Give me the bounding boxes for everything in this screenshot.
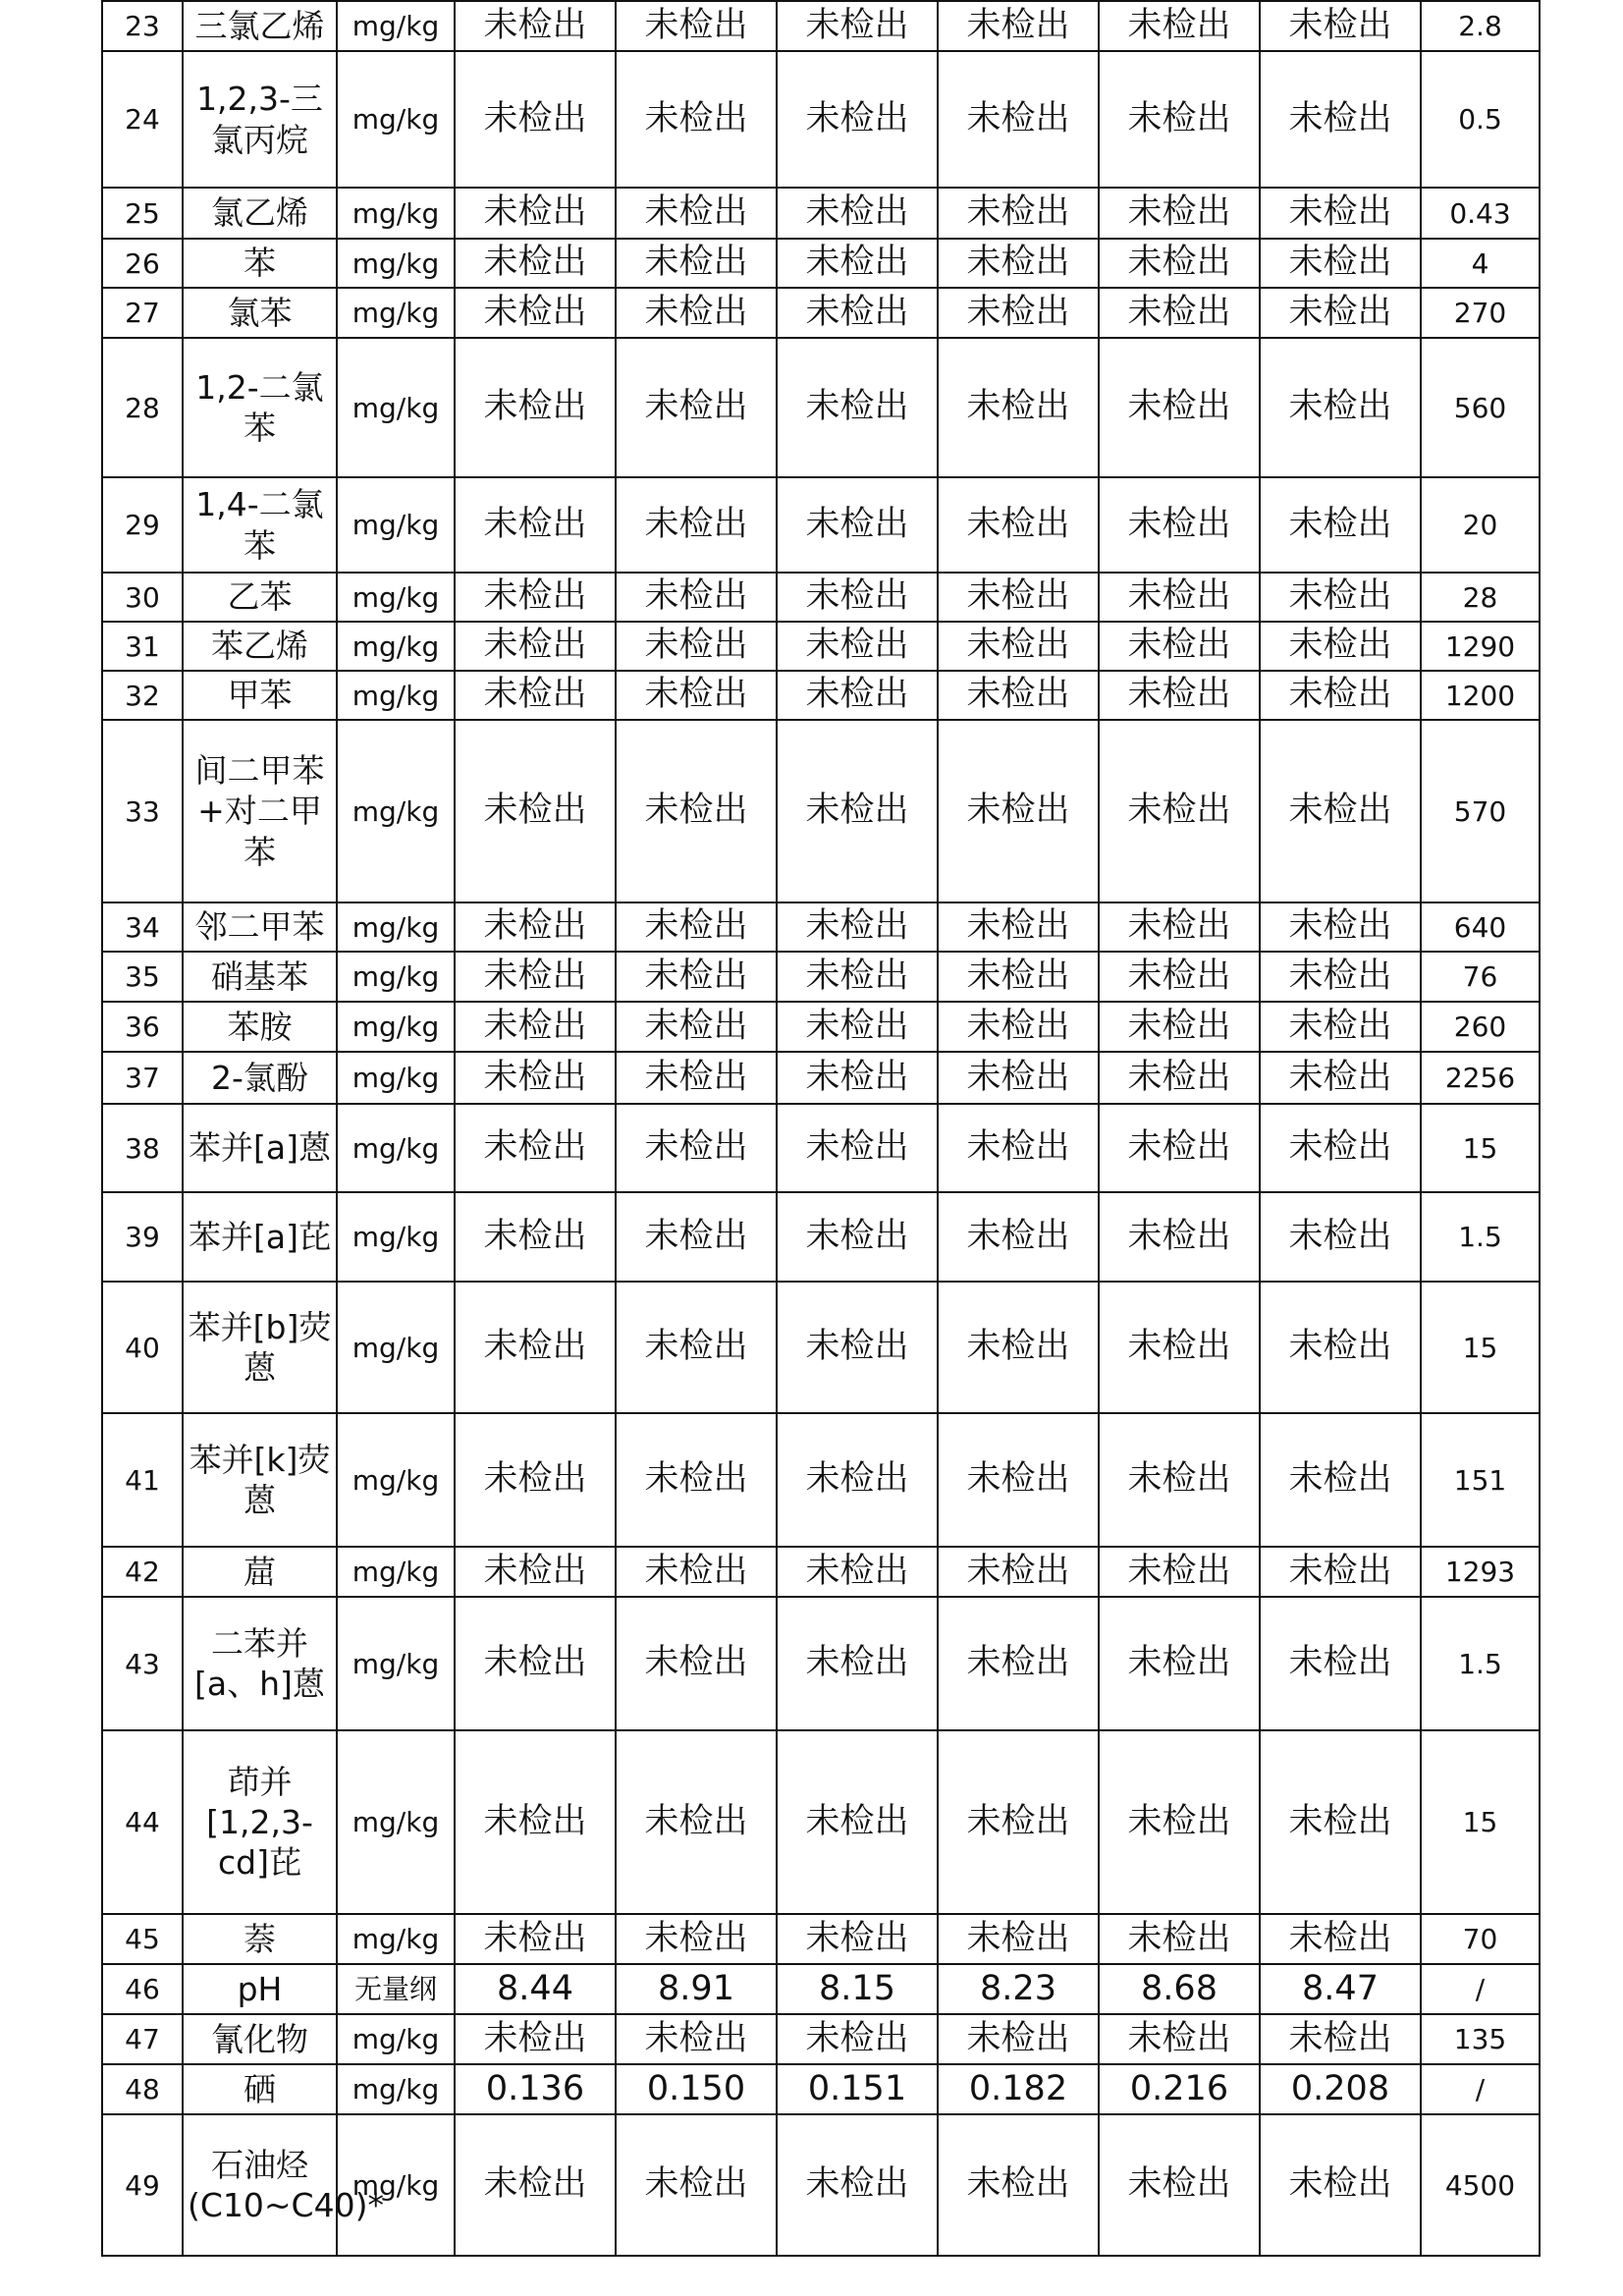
unit: mg/kg <box>337 952 455 1002</box>
unit: mg/kg <box>337 1104 455 1192</box>
sample-value: 未检出 <box>616 1597 777 1730</box>
sample-value: 未检出 <box>1260 1547 1421 1597</box>
screening-limit: 135 <box>1421 2014 1540 2064</box>
unit: mg/kg <box>337 188 455 239</box>
sample-value: 未检出 <box>1099 1413 1260 1547</box>
row-number: 24 <box>102 51 183 188</box>
analyte-name: 氰化物 <box>183 2014 337 2064</box>
sample-value: 未检出 <box>1099 1914 1260 1964</box>
unit: mg/kg <box>337 902 455 952</box>
row-number: 36 <box>102 1002 183 1052</box>
sample-value: 未检出 <box>1260 288 1421 338</box>
screening-limit: 2256 <box>1421 1052 1540 1104</box>
table-row <box>102 720 1540 902</box>
screening-limit: 2.8 <box>1421 1 1540 51</box>
table-row <box>102 1597 1540 1730</box>
sample-value: 未检出 <box>938 2114 1099 2256</box>
analyte-name: 硝基苯 <box>183 952 337 1002</box>
table-row <box>102 1 1540 51</box>
sample-value: 未检出 <box>455 2114 616 2256</box>
sample-value: 8.23 <box>938 1964 1099 2014</box>
sample-value: 未检出 <box>938 1192 1099 1282</box>
sample-value: 未检出 <box>455 573 616 622</box>
sample-value: 未检出 <box>616 1052 777 1104</box>
sample-value: 未检出 <box>1260 671 1421 720</box>
sample-value: 8.47 <box>1260 1964 1421 2014</box>
sample-value: 未检出 <box>777 952 938 1002</box>
screening-limit: / <box>1421 1964 1540 2014</box>
sample-value: 未检出 <box>1260 239 1421 288</box>
analyte-name: 苯乙烯 <box>183 622 337 671</box>
sample-value: 未检出 <box>1099 622 1260 671</box>
sample-value: 未检出 <box>1099 1104 1260 1192</box>
sample-value: 未检出 <box>616 338 777 477</box>
row-number: 28 <box>102 338 183 477</box>
sample-value: 未检出 <box>938 1282 1099 1413</box>
unit: mg/kg <box>337 671 455 720</box>
sample-value: 未检出 <box>616 671 777 720</box>
sample-value: 未检出 <box>455 1413 616 1547</box>
unit: mg/kg <box>337 2064 455 2114</box>
analyte-name: 氯苯 <box>183 288 337 338</box>
row-number: 31 <box>102 622 183 671</box>
analyte-name: 萘 <box>183 1914 337 1964</box>
unit: mg/kg <box>337 622 455 671</box>
row-number: 27 <box>102 288 183 338</box>
sample-value: 未检出 <box>455 1002 616 1052</box>
sample-value: 未检出 <box>455 1914 616 1964</box>
sample-value: 未检出 <box>455 622 616 671</box>
unit: mg/kg <box>337 2014 455 2064</box>
unit: mg/kg <box>337 1914 455 1964</box>
analyte-name: 苯并[a]芘 <box>183 1192 337 1282</box>
screening-limit: 1293 <box>1421 1547 1540 1597</box>
sample-value: 0.151 <box>777 2064 938 2114</box>
table-row <box>102 1104 1540 1192</box>
results-table <box>101 0 1541 2257</box>
screening-limit: 1.5 <box>1421 1192 1540 1282</box>
sample-value: 未检出 <box>777 1282 938 1413</box>
sample-value: 未检出 <box>1099 338 1260 477</box>
analyte-name: 苯并[a]蒽 <box>183 1104 337 1192</box>
table-row <box>102 1002 1540 1052</box>
row-number: 47 <box>102 2014 183 2064</box>
analyte-name: 1,2,3-三 氯丙烷 <box>183 51 337 188</box>
sample-value: 未检出 <box>455 188 616 239</box>
sample-value: 0.150 <box>616 2064 777 2114</box>
sample-value: 未检出 <box>777 188 938 239</box>
sample-value: 未检出 <box>938 288 1099 338</box>
sample-value: 未检出 <box>1099 952 1260 1002</box>
sample-value: 未检出 <box>455 1052 616 1104</box>
screening-limit: 4500 <box>1421 2114 1540 2256</box>
screening-limit: 1.5 <box>1421 1597 1540 1730</box>
row-number: 38 <box>102 1104 183 1192</box>
sample-value: 未检出 <box>1099 671 1260 720</box>
unit: mg/kg <box>337 1597 455 1730</box>
sample-value: 未检出 <box>616 720 777 902</box>
sample-value: 未检出 <box>1099 902 1260 952</box>
sample-value: 未检出 <box>1099 1282 1260 1413</box>
sample-value: 未检出 <box>1260 902 1421 952</box>
analyte-name: 苯并[b]荧蒽 <box>183 1282 337 1413</box>
sample-value: 未检出 <box>938 51 1099 188</box>
sample-value: 未检出 <box>1099 1547 1260 1597</box>
sample-value: 未检出 <box>938 720 1099 902</box>
sample-value: 未检出 <box>938 188 1099 239</box>
sample-value: 未检出 <box>455 1597 616 1730</box>
sample-value: 未检出 <box>455 477 616 573</box>
sample-value: 未检出 <box>1260 720 1421 902</box>
sample-value: 未检出 <box>1260 1597 1421 1730</box>
analyte-name: 茚并[1,2,3-cd]芘 <box>183 1730 337 1914</box>
sample-value: 未检出 <box>1260 2014 1421 2064</box>
sample-value: 未检出 <box>1099 1192 1260 1282</box>
screening-limit: 20 <box>1421 477 1540 573</box>
table-row <box>102 2014 1540 2064</box>
sample-value: 未检出 <box>616 51 777 188</box>
screening-limit: 15 <box>1421 1730 1540 1914</box>
sample-value: 未检出 <box>777 288 938 338</box>
table-row <box>102 1914 1540 1964</box>
sample-value: 未检出 <box>777 1052 938 1104</box>
sample-value: 未检出 <box>455 239 616 288</box>
unit: mg/kg <box>337 1730 455 1914</box>
sample-value: 未检出 <box>455 952 616 1002</box>
table-row <box>102 2114 1540 2256</box>
analyte-name: pH <box>183 1964 337 2014</box>
sample-value: 未检出 <box>938 1597 1099 1730</box>
sample-value: 未检出 <box>1260 188 1421 239</box>
sample-value: 未检出 <box>938 1002 1099 1052</box>
unit: mg/kg <box>337 51 455 188</box>
table-row <box>102 1192 1540 1282</box>
sample-value: 未检出 <box>1099 720 1260 902</box>
sample-value: 未检出 <box>777 2114 938 2256</box>
row-number: 33 <box>102 720 183 902</box>
table-row <box>102 477 1540 573</box>
screening-limit: 570 <box>1421 720 1540 902</box>
sample-value: 未检出 <box>777 671 938 720</box>
sample-value: 未检出 <box>616 1547 777 1597</box>
sample-value: 未检出 <box>777 1413 938 1547</box>
row-number: 25 <box>102 188 183 239</box>
sample-value: 未检出 <box>616 477 777 573</box>
sample-value: 未检出 <box>777 1192 938 1282</box>
screening-limit: 270 <box>1421 288 1540 338</box>
sample-value: 未检出 <box>938 239 1099 288</box>
row-number: 40 <box>102 1282 183 1413</box>
sample-value: 未检出 <box>616 1002 777 1052</box>
sample-value: 未检出 <box>1260 2114 1421 2256</box>
sample-value: 未检出 <box>938 338 1099 477</box>
screening-limit: 1290 <box>1421 622 1540 671</box>
sample-value: 未检出 <box>777 1002 938 1052</box>
sample-value: 未检出 <box>1099 477 1260 573</box>
analyte-name: 䓛 <box>183 1547 337 1597</box>
sample-value: 未检出 <box>777 51 938 188</box>
row-number: 32 <box>102 671 183 720</box>
sample-value: 未检出 <box>616 239 777 288</box>
sample-value: 未检出 <box>455 1730 616 1914</box>
sample-value: 未检出 <box>777 1104 938 1192</box>
sample-value: 未检出 <box>777 1 938 51</box>
sample-value: 未检出 <box>777 1914 938 1964</box>
sample-value: 未检出 <box>616 1914 777 1964</box>
analyte-name: 石油烃(C10~C40)* <box>183 2114 337 2256</box>
screening-limit: 15 <box>1421 1104 1540 1192</box>
unit: mg/kg <box>337 573 455 622</box>
sample-value: 未检出 <box>455 2014 616 2064</box>
unit: mg/kg <box>337 477 455 573</box>
sample-value: 未检出 <box>1260 338 1421 477</box>
unit: mg/kg <box>337 1547 455 1597</box>
row-number: 45 <box>102 1914 183 1964</box>
sample-value: 未检出 <box>455 51 616 188</box>
sample-value: 未检出 <box>938 902 1099 952</box>
sample-value: 未检出 <box>938 573 1099 622</box>
unit: mg/kg <box>337 1282 455 1413</box>
screening-limit: 0.43 <box>1421 188 1540 239</box>
screening-limit: 151 <box>1421 1413 1540 1547</box>
sample-value: 未检出 <box>616 288 777 338</box>
unit: mg/kg <box>337 1052 455 1104</box>
unit: mg/kg <box>337 1002 455 1052</box>
analyte-name: 2-氯酚 <box>183 1052 337 1104</box>
sample-value: 未检出 <box>1260 477 1421 573</box>
sample-value: 未检出 <box>455 1 616 51</box>
table-row <box>102 902 1540 952</box>
sample-value: 未检出 <box>1260 622 1421 671</box>
sample-value: 未检出 <box>616 1730 777 1914</box>
analyte-name: 三氯乙烯 <box>183 1 337 51</box>
row-number: 30 <box>102 573 183 622</box>
sample-value: 未检出 <box>616 1104 777 1192</box>
sample-value: 未检出 <box>938 622 1099 671</box>
sample-value: 8.44 <box>455 1964 616 2014</box>
sample-value: 未检出 <box>616 622 777 671</box>
screening-limit: 260 <box>1421 1002 1540 1052</box>
sample-value: 未检出 <box>616 1413 777 1547</box>
row-number: 39 <box>102 1192 183 1282</box>
sample-value: 未检出 <box>1260 1282 1421 1413</box>
sample-value: 未检出 <box>938 1413 1099 1547</box>
unit: mg/kg <box>337 2114 455 2256</box>
analyte-name: 间二甲苯+对二甲苯 <box>183 720 337 902</box>
row-number: 23 <box>102 1 183 51</box>
row-number: 44 <box>102 1730 183 1914</box>
unit: mg/kg <box>337 1192 455 1282</box>
sample-value: 未检出 <box>1260 1413 1421 1547</box>
sample-value: 未检出 <box>777 2014 938 2064</box>
unit: mg/kg <box>337 1413 455 1547</box>
sample-value: 未检出 <box>455 720 616 902</box>
sample-value: 未检出 <box>777 902 938 952</box>
sample-value: 未检出 <box>1099 2014 1260 2064</box>
sample-value: 未检出 <box>616 902 777 952</box>
sample-value: 未检出 <box>938 1547 1099 1597</box>
table-row <box>102 573 1540 622</box>
sample-value: 未检出 <box>777 1597 938 1730</box>
screening-limit: 0.5 <box>1421 51 1540 188</box>
sample-value: 未检出 <box>1099 573 1260 622</box>
unit: mg/kg <box>337 720 455 902</box>
analyte-name: 苯并[k]荧蒽 <box>183 1413 337 1547</box>
sample-value: 未检出 <box>1099 1002 1260 1052</box>
sample-value: 未检出 <box>1260 1104 1421 1192</box>
sample-value: 未检出 <box>938 671 1099 720</box>
sample-value: 未检出 <box>938 1914 1099 1964</box>
sample-value: 未检出 <box>777 720 938 902</box>
sample-value: 8.91 <box>616 1964 777 2014</box>
sample-value: 未检出 <box>1099 1 1260 51</box>
sample-value: 未检出 <box>616 573 777 622</box>
sample-value: 0.182 <box>938 2064 1099 2114</box>
sample-value: 未检出 <box>1260 1914 1421 1964</box>
table-row <box>102 1730 1540 1914</box>
unit: mg/kg <box>337 239 455 288</box>
sample-value: 未检出 <box>616 1192 777 1282</box>
sample-value: 未检出 <box>1260 1052 1421 1104</box>
table-row <box>102 188 1540 239</box>
analyte-name: 1,2-二氯苯 <box>183 338 337 477</box>
sample-value: 8.15 <box>777 1964 938 2014</box>
table-row <box>102 1964 1540 2014</box>
sample-value: 未检出 <box>938 952 1099 1002</box>
row-number: 48 <box>102 2064 183 2114</box>
screening-limit: 560 <box>1421 338 1540 477</box>
analyte-name: 邻二甲苯 <box>183 902 337 952</box>
sample-value: 未检出 <box>1099 51 1260 188</box>
table-body <box>102 1 1540 2256</box>
table-row <box>102 1052 1540 1104</box>
analyte-name: 甲苯 <box>183 671 337 720</box>
analyte-name: 苯胺 <box>183 1002 337 1052</box>
screening-limit: 28 <box>1421 573 1540 622</box>
table-row <box>102 338 1540 477</box>
sample-value: 未检出 <box>938 1 1099 51</box>
sample-value: 未检出 <box>1099 1730 1260 1914</box>
sample-value: 未检出 <box>1260 1002 1421 1052</box>
unit: mg/kg <box>337 288 455 338</box>
analyte-name: 硒 <box>183 2064 337 2114</box>
sample-value: 未检出 <box>616 1 777 51</box>
unit: 无量纲 <box>337 1964 455 2014</box>
sample-value: 未检出 <box>938 1104 1099 1192</box>
screening-limit: 70 <box>1421 1914 1540 1964</box>
row-number: 29 <box>102 477 183 573</box>
screening-limit: 4 <box>1421 239 1540 288</box>
sample-value: 未检出 <box>938 477 1099 573</box>
sample-value: 未检出 <box>455 1104 616 1192</box>
screening-limit: 15 <box>1421 1282 1540 1413</box>
row-number: 26 <box>102 239 183 288</box>
analyte-name: 二苯并[a、h]蒽 <box>183 1597 337 1730</box>
sample-value: 未检出 <box>938 2014 1099 2064</box>
sample-value: 未检出 <box>616 2114 777 2256</box>
sample-value: 未检出 <box>777 338 938 477</box>
sample-value: 未检出 <box>455 1192 616 1282</box>
sample-value: 未检出 <box>1260 1192 1421 1282</box>
row-number: 43 <box>102 1597 183 1730</box>
row-number: 46 <box>102 1964 183 2014</box>
sample-value: 未检出 <box>616 188 777 239</box>
table-row <box>102 239 1540 288</box>
sample-value: 0.216 <box>1099 2064 1260 2114</box>
unit: mg/kg <box>337 338 455 477</box>
table-row <box>102 622 1540 671</box>
sample-value: 未检出 <box>1260 1 1421 51</box>
sample-value: 未检出 <box>1260 1730 1421 1914</box>
sample-value: 未检出 <box>455 338 616 477</box>
sample-value: 未检出 <box>1260 51 1421 188</box>
analyte-name: 1,4-二氯苯 <box>183 477 337 573</box>
sample-value: 未检出 <box>777 239 938 288</box>
screening-limit: 640 <box>1421 902 1540 952</box>
row-number: 41 <box>102 1413 183 1547</box>
table-row <box>102 952 1540 1002</box>
screening-limit: / <box>1421 2064 1540 2114</box>
table-row <box>102 288 1540 338</box>
sample-value: 未检出 <box>777 622 938 671</box>
sample-value: 未检出 <box>777 1730 938 1914</box>
sample-value: 未检出 <box>616 1282 777 1413</box>
sample-value: 未检出 <box>455 671 616 720</box>
table-row <box>102 671 1540 720</box>
row-number: 49 <box>102 2114 183 2256</box>
sample-value: 未检出 <box>455 288 616 338</box>
sample-value: 未检出 <box>616 952 777 1002</box>
sample-value: 未检出 <box>1260 952 1421 1002</box>
table-row <box>102 2064 1540 2114</box>
sample-value: 未检出 <box>777 477 938 573</box>
sample-value: 8.68 <box>1099 1964 1260 2014</box>
sample-value: 未检出 <box>616 2014 777 2064</box>
unit: mg/kg <box>337 1 455 51</box>
table-row <box>102 1282 1540 1413</box>
table-row <box>102 51 1540 188</box>
analyte-name: 苯 <box>183 239 337 288</box>
row-number: 37 <box>102 1052 183 1104</box>
sample-value: 未检出 <box>1099 1052 1260 1104</box>
screening-limit: 1200 <box>1421 671 1540 720</box>
sample-value: 0.208 <box>1260 2064 1421 2114</box>
row-number: 35 <box>102 952 183 1002</box>
sample-value: 未检出 <box>1099 1597 1260 1730</box>
screening-limit: 76 <box>1421 952 1540 1002</box>
sample-value: 未检出 <box>1099 239 1260 288</box>
analyte-name: 乙苯 <box>183 573 337 622</box>
sample-value: 未检出 <box>777 1547 938 1597</box>
sample-value: 未检出 <box>777 573 938 622</box>
sample-value: 未检出 <box>1099 288 1260 338</box>
table-row <box>102 1547 1540 1597</box>
sample-value: 未检出 <box>1260 573 1421 622</box>
sample-value: 未检出 <box>938 1730 1099 1914</box>
sample-value: 未检出 <box>1099 188 1260 239</box>
row-number: 34 <box>102 902 183 952</box>
sample-value: 未检出 <box>455 1547 616 1597</box>
row-number: 42 <box>102 1547 183 1597</box>
sample-value: 未检出 <box>1099 2114 1260 2256</box>
analyte-name: 氯乙烯 <box>183 188 337 239</box>
table-row <box>102 1413 1540 1547</box>
sample-value: 未检出 <box>455 1282 616 1413</box>
sample-value: 未检出 <box>455 902 616 952</box>
sample-value: 未检出 <box>938 1052 1099 1104</box>
sample-value: 0.136 <box>455 2064 616 2114</box>
